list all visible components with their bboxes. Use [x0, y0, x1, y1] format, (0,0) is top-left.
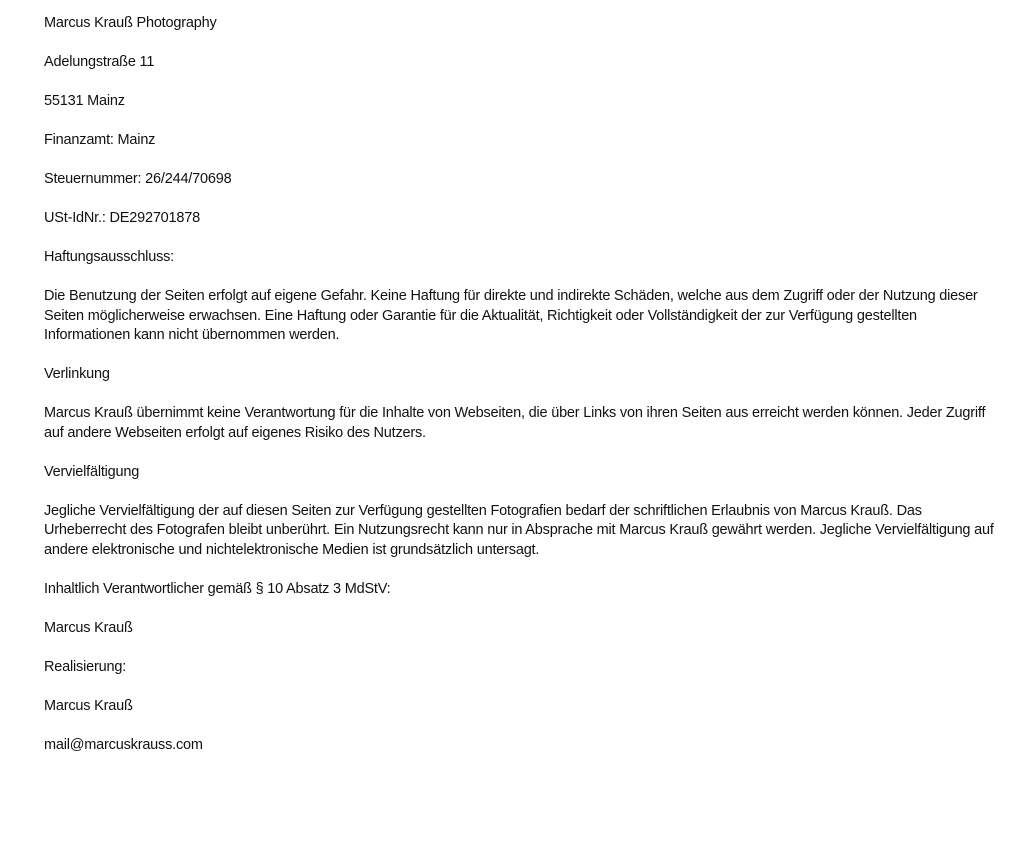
liability-text: Die Benutzung der Seiten erfolgt auf eigene Gefahr. Keine Haftung für direkte und indirekte Schäden, welche aus dem Zugriff oder der Nutzung dieser Seiten möglicherweise erwachsen. Eine Haftung oder Garantie für die Aktualität, Richtigkeit oder Vollständigkeit der zur Verfügung gestellten Informationen kann nicht übernommen werden. — [44, 288, 978, 343]
responsible-name: Marcus Krauß — [44, 619, 133, 636]
street-address: Adelungstraße 11 — [44, 54, 155, 70]
imprint-page — [44, 14, 1004, 775]
links-text: Marcus Krauß übernimmt keine Verantwortung für die Inhalte von Webseiten, die über Links von ihren Seiten aus erreicht werden können. Jeder Zugriff auf andere Webseiten erfolgt auf eigenes Risiko des Nutzers. — [44, 405, 986, 441]
reproduction-heading: Vervielfältigung — [44, 463, 140, 480]
city-address: 55131 Mainz — [44, 93, 125, 109]
reproduction-text: Jegliche Vervielfältigung der auf diesen Seiten zur Verfügung gestellten Fotografien bedarf der schriftlichen Erlaubnis von Marcus Krauß. Das Urheberrecht des Fotografen bleibt unberührt. Ein Nutzungsrecht kann nur in Absprache mit Marcus Krauß gewährt werden. Jegliche Vervielfältigung auf andere elektronische und nichtelektronische Medien ist grundsätzlich untersagt. — [44, 502, 994, 558]
realization-heading: Realisierung: — [44, 658, 127, 675]
company-name: Marcus Krauß Photography — [44, 15, 217, 31]
liability-heading: Haftungsausschluss: — [44, 249, 174, 265]
tax-number: Steuernummer: 26/244/70698 — [44, 171, 232, 187]
tax-office: Finanzamt: Mainz — [44, 132, 156, 148]
links-heading: Verlinkung — [44, 366, 110, 382]
realization-name: Marcus Krauß — [44, 697, 133, 714]
email-link[interactable]: mail@marcuskrauss.com — [44, 736, 203, 753]
email-paragraph — [44, 736, 1004, 756]
vat-id: USt-IdNr.: DE292701878 — [44, 210, 200, 226]
responsible-heading: Inhaltlich Verantwortlicher gemäß § 10 Absatz 3 MdStV: — [44, 580, 391, 597]
